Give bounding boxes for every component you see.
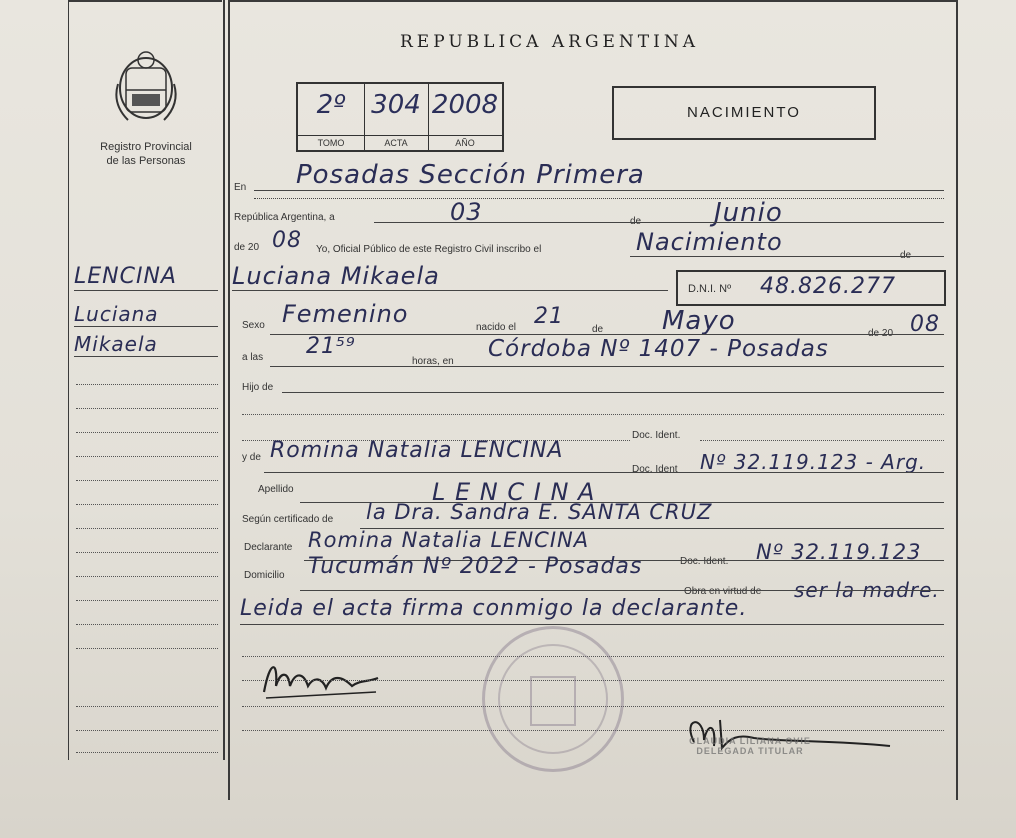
margin-surname: LENCINA	[74, 264, 177, 289]
form-line	[374, 222, 944, 223]
stamp-line1: CLAUDIA LILIANA OVIE	[689, 736, 811, 746]
registry-line1: Registro Provincial	[100, 141, 192, 153]
margin-rule	[76, 480, 218, 481]
acta-label: ACTA	[364, 135, 428, 150]
value-lugar: Posadas Sección Primera	[296, 160, 645, 190]
margin-rule	[76, 576, 218, 577]
margin-line	[74, 356, 218, 357]
main-left-border	[228, 0, 230, 800]
coat-of-arms-icon	[108, 44, 184, 128]
value-sexo: Femenino	[282, 300, 409, 328]
label-sexo: Sexo	[242, 320, 265, 331]
form-line	[270, 334, 944, 335]
value-madre: Romina Natalia LENCINA	[270, 438, 564, 463]
anio-label: AÑO	[428, 135, 502, 150]
margin-line	[74, 290, 218, 291]
margin-rule	[76, 624, 218, 625]
tomo-label: TOMO	[298, 135, 364, 150]
margin-rule	[76, 600, 218, 601]
officer-stamp	[650, 736, 850, 780]
value-doc-madre: Nº 32.119.123 - Arg.	[700, 450, 927, 474]
acta-cell	[364, 84, 429, 150]
value-mes: Junio	[714, 198, 783, 228]
margin-line	[74, 326, 218, 327]
value-dni: 48.826.277	[760, 274, 896, 299]
record-type-box: NACIMIENTO	[612, 86, 876, 140]
form-line	[254, 198, 944, 199]
form-line	[300, 590, 944, 591]
main-right-border	[956, 0, 958, 800]
form-rule	[242, 414, 944, 415]
label-alas: a las	[242, 352, 264, 363]
margin-rule	[76, 384, 218, 385]
label-en: En	[234, 182, 247, 193]
value-virtud: ser la madre.	[794, 578, 940, 602]
label-doc2: Doc. Ident	[632, 464, 678, 475]
form-line	[270, 366, 944, 367]
official-seal	[482, 626, 624, 772]
value-anio-nac: 08	[910, 312, 940, 337]
record-number-box	[296, 82, 504, 152]
margin-rule	[76, 752, 218, 753]
form-line	[240, 624, 944, 625]
form-line	[232, 290, 668, 291]
margin-rule	[76, 730, 218, 731]
label-doc1: Doc. Ident.	[632, 430, 681, 441]
main-top-border	[230, 0, 958, 2]
form-line	[282, 392, 944, 393]
margin-rule	[76, 504, 218, 505]
anio-value: 2008	[431, 90, 499, 120]
label-obra: Obra en virtud de	[684, 586, 762, 597]
label-de20: de 20	[234, 242, 260, 253]
label-nacido: nacido el	[476, 322, 517, 333]
label-hijo: Hijo de	[242, 382, 274, 393]
value-apellido: L E N C I N A	[432, 478, 596, 506]
tomo-cell	[298, 84, 365, 150]
label-horas: horas, en	[412, 356, 454, 367]
margin-name1: Luciana	[74, 302, 159, 326]
label-dni: D.N.I. Nº	[688, 283, 732, 295]
label-de-end: de	[900, 250, 912, 261]
value-certificado: la Dra. Sandra E. SANTA CRUZ	[366, 500, 713, 524]
value-dia: 03	[450, 198, 483, 226]
margin-rule	[76, 528, 218, 529]
label-apellido: Apellido	[258, 484, 294, 495]
form-line	[630, 256, 944, 257]
acta-value: 304	[371, 90, 421, 120]
label-yde: y de	[242, 452, 261, 463]
form-rule	[700, 440, 944, 441]
label-oficial: Yo, Oficial Público de este Registro Civil inscribo el	[316, 244, 542, 255]
value-cierre: Leida el acta firma conmigo la declarante.	[240, 596, 748, 621]
label-domicilio: Domicilio	[244, 570, 285, 581]
margin-rule	[76, 408, 218, 409]
value-declarante: Romina Natalia LENCINA	[308, 528, 590, 552]
margin-rule	[76, 456, 218, 457]
margin-rule	[76, 706, 218, 707]
registry-line2: de las Personas	[106, 155, 186, 167]
tomo-value: 2º	[316, 90, 346, 120]
value-domicilio: Tucumán Nº 2022 - Posadas	[308, 554, 643, 579]
label-de: de	[630, 216, 642, 227]
stamp-line2: DELEGADA TITULAR	[696, 746, 804, 756]
margin-rule	[76, 648, 218, 649]
value-lugar-nac: Córdoba Nº 1407 - Posadas	[488, 336, 829, 362]
value-nombre: Luciana Mikaela	[232, 262, 440, 290]
label-republica: República Argentina, a	[234, 212, 335, 223]
label-de2: de	[592, 324, 604, 335]
value-acto: Nacimiento	[636, 228, 783, 256]
registry-label	[76, 140, 216, 168]
margin-rule	[76, 552, 218, 553]
value-dia-nac: 21	[534, 304, 564, 329]
anio-cell	[428, 84, 502, 150]
label-declarante: Declarante	[244, 542, 293, 553]
label-segun: Según certificado de	[242, 514, 334, 525]
margin-rule	[76, 432, 218, 433]
dni-box	[676, 270, 946, 306]
value-anio: 08	[272, 228, 302, 253]
label-doc3: Doc. Ident.	[680, 556, 729, 567]
value-hora: 21⁵⁹	[306, 334, 356, 359]
value-mes-nac: Mayo	[662, 306, 736, 336]
margin-name2: Mikaela	[74, 332, 158, 356]
form-line	[264, 472, 944, 473]
label-de20b: de 20	[868, 328, 894, 339]
value-doc-declarante: Nº 32.119.123	[756, 540, 922, 564]
form-line	[254, 190, 944, 191]
page-title: REPUBLICA ARGENTINA	[400, 32, 700, 52]
